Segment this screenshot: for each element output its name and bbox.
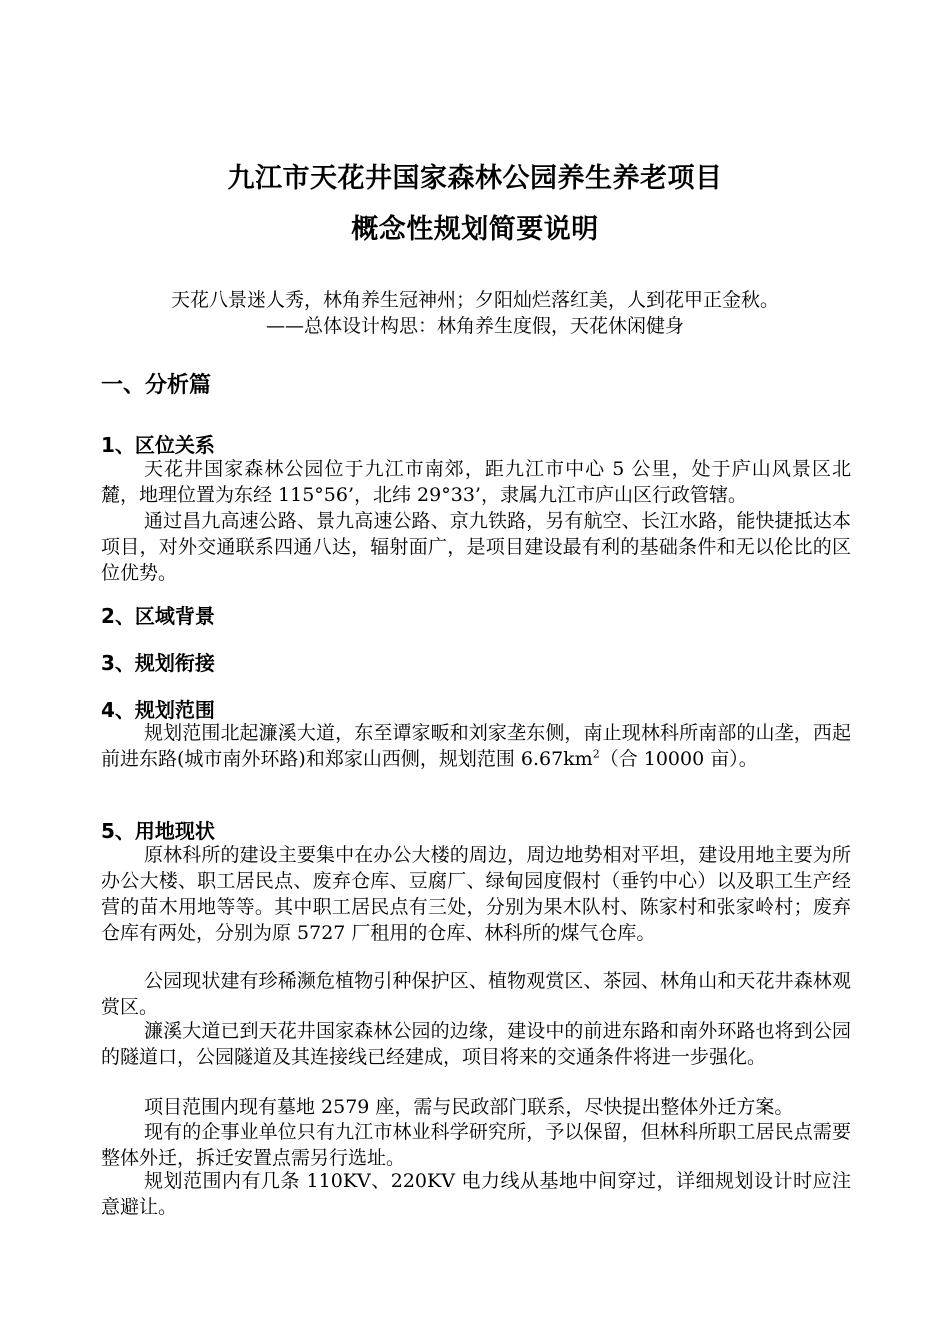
- paragraph-land-use-5: 现有的企事业单位只有九江市林业科学研究所，予以保留，但林科所职工居民点需要整体外迁，拆迁安置点需另行选址。: [101, 1121, 851, 1169]
- superscript: 2: [592, 747, 600, 761]
- design-concept-line: ——总体设计构思：林角养生度假，天花休闲健身: [265, 315, 684, 337]
- paragraph-land-use-2: 公园现状建有珍稀濒危植物引种保护区、植物观赏区、茶园、林角山和天花井森林观赏区。: [101, 970, 851, 1018]
- document-title: 九江市天花井国家森林公园养生养老项目: [227, 163, 723, 194]
- subsection-heading-planning-connection: 3、规划衔接: [101, 651, 215, 675]
- section-heading-analysis: 一、分析篇: [101, 373, 212, 398]
- planning-scope-area: （合 10000 亩）。: [599, 748, 758, 770]
- planning-scope-text: 规划范围北起濂溪大道，东至谭家畈和刘家垄东侧，南止现林科所南部的山垄，西起前进东路(城市南外环路)和郑家山西侧，规划范围 6.67km: [101, 722, 851, 770]
- paragraph-land-use-3: 濂溪大道已到天花井国家森林公园的边缘，建设中的前进东路和南外环路也将到公园的隧道口，公园隧道及其连接线已经建成，项目将来的交通条件将进一步强化。: [101, 1020, 851, 1068]
- subsection-heading-planning-scope: 4、规划范围: [101, 698, 215, 722]
- paragraph-land-use-1: 原林科所的建设主要集中在办公大楼的周边，周边地势相对平坦，建设用地主要为所办公大楼、职工居民点、废弃仓库、豆腐厂、绿甸园度假村（垂钓中心）以及职工生产经营的苗木用地等等。其中职工居民点有三处，分别为果木队村、陈家村和张家岭村；废弃仓库有两处，分别为原 5727 厂租用的仓库、林科所的煤气仓库。: [101, 844, 851, 944]
- document-subtitle: 概念性规划简要说明: [351, 214, 599, 245]
- paragraph-location-2: 通过昌九高速公路、景九高速公路、京九铁路，另有航空、长江水路，能快捷抵达本项目，对外交通联系四通八达，辐射面广，是项目建设最有利的基础条件和无以伦比的区位优势。: [101, 510, 851, 584]
- subsection-heading-location: 1、区位关系: [101, 433, 215, 457]
- paragraph-location-1: 天花井国家森林公园位于九江市南郊，距九江市中心 5 公里，处于庐山风景区北麓，地理位置为东经 115°56’，北纬 29°33’，隶属九江市庐山区行政管辖。: [101, 458, 851, 506]
- poem-line: 天花八景迷人秀，林角养生冠神州；夕阳灿烂落红美，人到花甲正金秋。: [170, 289, 779, 311]
- paragraph-land-use-4: 项目范围内现有墓地 2579 座，需与民政部门联系，尽快提出整体外迁方案。: [144, 1096, 794, 1118]
- subsection-heading-land-use: 5、用地现状: [101, 819, 215, 843]
- paragraph-land-use-6: 规划范围内有几条 110KV、220KV 电力线从基地中间穿过，详细规划设计时应注意避让。: [101, 1170, 851, 1218]
- paragraph-planning-scope: [101, 720, 851, 772]
- subsection-heading-regional-background: 2、区域背景: [101, 604, 215, 628]
